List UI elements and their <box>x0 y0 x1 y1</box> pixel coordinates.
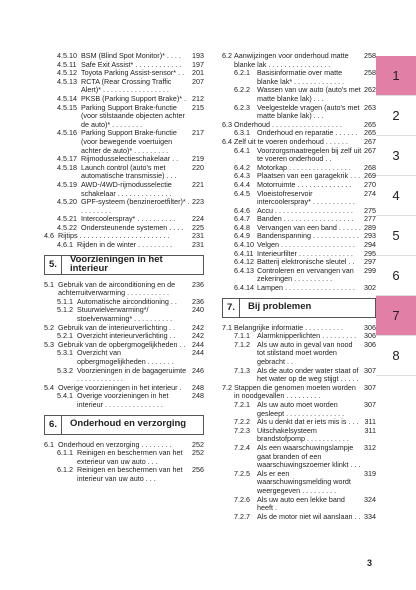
toc-entry-page: 265 <box>364 119 376 129</box>
toc-entry-page: 265 <box>364 128 376 138</box>
toc-entry-title: Overige voorzieningen in het interieur . <box>58 382 182 392</box>
toc-entry-title: Onderhoud en verzorging . . . . . . . . <box>58 439 172 449</box>
toc-entry-title: Als uw auto een lekke band heeft . <box>257 494 345 513</box>
toc-entry-title: Veelgestelde vragen (auto's met matte blanke lak) . . . <box>257 102 360 121</box>
toc-entry-number: 4.5.15 <box>57 102 77 112</box>
toc-entry-page: 217 <box>192 128 204 138</box>
toc-entry-page: 299 <box>364 265 376 275</box>
toc-entry-title: Intercoolerspray* . . . . . . . . . . <box>81 214 176 224</box>
toc-entry-number: 4.5.18 <box>57 162 77 172</box>
toc-entry-title: Launch control (auto's met automatische transmissie) . . . <box>81 162 177 181</box>
toc-entry-number: 6.4.13 <box>234 265 254 275</box>
toc-entry-number: 6.4.5 <box>234 188 250 198</box>
toc-entry-number: 7.2.2 <box>234 417 250 427</box>
chapter-heading <box>44 255 204 275</box>
toc-entry-title: Overzicht van opbergmogelijkheden . . . . . . . <box>77 348 174 366</box>
toc-entry-number: 7.2.1 <box>234 399 250 409</box>
chapter-title: Bij problemen <box>248 301 312 313</box>
chapter-heading <box>222 298 376 318</box>
toc-entry-title: Zelf uit te voeren onderhoud . . . . . . <box>234 136 348 146</box>
toc-entry-page: 223 <box>192 197 204 207</box>
toc-entry-page: 306 <box>364 339 376 349</box>
toc-entry-page: 324 <box>364 494 376 504</box>
toc-entry-page: 220 <box>192 162 204 172</box>
toc-entry-title: Interieurfilter . . . . . . . . . . . . . . <box>257 248 353 258</box>
toc-entry-page: 215 <box>192 102 204 112</box>
toc-entry-number: 6.1 <box>44 439 54 449</box>
toc-entry[interactable] <box>222 384 376 401</box>
toc-entry[interactable] <box>44 129 204 155</box>
toc-entry-title: Safe Exit Assist* . . . . . . . . . . . . <box>81 59 182 69</box>
toc-entry-title: Toyota Parking Assist-sensor* . . <box>81 68 185 78</box>
toc-entry-page: 248 <box>192 391 204 401</box>
toc-entry-title: RCTA (Rear Crossing Traffic Alert)* . . . . . . . . . . . . . . . . . <box>81 76 172 95</box>
toc-entry-page: 231 <box>192 240 204 250</box>
toc-entry-number: 5.4.1 <box>57 391 73 401</box>
toc-entry-number: 4.5.20 <box>57 197 77 207</box>
toc-entry-page: 225 <box>192 222 204 232</box>
toc-entry-page: 252 <box>192 448 204 458</box>
toc-entry-page: 312 <box>364 442 376 452</box>
toc-entry-page: 307 <box>364 365 376 375</box>
toc-entry-title: Stuurwielverwarming*/ stoelverwarming* . . . . . . . . . . <box>77 305 173 324</box>
toc-entry-title: Aanwijzingen voor onderhoud matte blanke lak . . . . . . . . . . . . . . . . <box>234 51 349 69</box>
toc-entry-title: Voorzorgsmaatregelen bij zelf uit te voeren onderhoud . . <box>257 145 362 164</box>
chapter-tab-4[interactable]: 4 <box>376 176 416 216</box>
toc-entry-number: 4.6.1 <box>57 240 73 250</box>
toc-entry[interactable] <box>44 164 204 181</box>
toc-entry-page: 297 <box>364 257 376 267</box>
toc-entry-title: PKSB (Parking Support Brake)* . <box>81 93 187 103</box>
toc-entry-number: 5.1.2 <box>57 305 73 315</box>
toc-entry-number: 4.5.13 <box>57 76 77 86</box>
chapter-heading <box>44 415 204 435</box>
chapter-tab-8[interactable]: 8 <box>376 336 416 376</box>
toc-entry-title: Gebruik van de airconditioning en de achterruitverwarming . . . . . . . . . . . <box>58 279 176 298</box>
toc-entry-number: 5.1 <box>44 279 54 289</box>
toc-entry-number: 7.2.3 <box>234 425 250 435</box>
chapter-title: Onderhoud en verzorging <box>70 418 187 430</box>
toc-entry-title: Uitschakelsysteem brandstofpomp . . . . . . . . . . . <box>257 425 349 444</box>
toc-entry-page: 201 <box>192 68 204 78</box>
toc-right-column <box>222 52 376 521</box>
chapter-number: 7. <box>223 299 240 317</box>
toc-entry-page: 289 <box>364 222 376 232</box>
toc-entry-page: 224 <box>192 214 204 224</box>
toc-entry-number: 6.4.8 <box>234 222 250 232</box>
toc-entry-number: 7.2.4 <box>234 442 250 452</box>
toc-entry[interactable] <box>44 349 204 366</box>
toc-entry-number: 6.4 <box>222 136 232 146</box>
toc-entry-title: Overzicht interieurverlichting . . <box>77 331 176 341</box>
toc-entry-number: 6.4.9 <box>234 231 250 241</box>
toc-entry-title: Batterij elektronische sleutel . . <box>257 257 355 267</box>
toc-entry-number: 4.5.19 <box>57 179 77 189</box>
toc-entry-page: 311 <box>364 425 376 435</box>
toc-entry-page: 242 <box>192 322 204 332</box>
toc-entry-number: 5.3 <box>44 339 54 349</box>
toc-entry[interactable] <box>44 367 204 384</box>
toc-entry-title: Parking Support Brake-functie (voor stilstaande objecten achter de auto)* . . . . . . . . <box>81 102 185 129</box>
toc-entry[interactable] <box>44 449 204 466</box>
toc-entry-page: 252 <box>192 439 204 449</box>
chapter-title: Voorzieningen in het interieur <box>69 254 163 274</box>
toc-entry-title: BSM (Blind Spot Monitor)* . . . . <box>81 51 181 60</box>
toc-entry-page: 295 <box>364 248 376 258</box>
toc-entry-page: 236 <box>192 296 204 306</box>
toc-entry[interactable] <box>222 190 376 207</box>
toc-entry[interactable] <box>222 267 376 284</box>
chapter-tab-3[interactable]: 3 <box>376 136 416 176</box>
toc-entry-title: Als er een waarschuwingsmelding wordt weergegeven . . . . . . . . . <box>257 468 351 495</box>
toc-entry-title: Lampen . . . . . . . . . . . . . . . . . . <box>257 283 355 293</box>
toc-entry-page: 311 <box>364 417 376 427</box>
toc-entry-title: Gebruik van de interieurverlichting . . <box>58 322 176 332</box>
chapter-number: 6. <box>45 416 62 434</box>
toc-entry-number: 6.4.14 <box>234 283 254 293</box>
toc-entry[interactable] <box>222 69 376 86</box>
toc-entry-number: 7.2.7 <box>234 511 250 521</box>
toc-entry[interactable] <box>44 241 204 250</box>
toc-entry-number: 7.2 <box>222 382 232 392</box>
toc-entry-page: 244 <box>192 339 204 349</box>
chapter-tab-5[interactable]: 5 <box>376 216 416 256</box>
toc-entry-title: Plaatsen van een garagekrik . . . <box>257 171 361 181</box>
toc-entry-number: 6.4.11 <box>234 248 254 258</box>
toc-entry-number: 7.2.6 <box>234 494 250 504</box>
toc-entry[interactable] <box>44 198 204 215</box>
toc-entry[interactable] <box>222 496 376 513</box>
toc-entry-title: Gebruik van de opbergmogelijkheden . . <box>58 339 186 349</box>
toc-entry-page: 242 <box>192 331 204 341</box>
toc-entry-page: 219 <box>192 154 204 164</box>
toc-entry-page: 246 <box>192 365 204 375</box>
toc-entry-page: 231 <box>192 231 204 241</box>
toc-entry-page: 268 <box>364 162 376 172</box>
toc-entry-number: 5.3.1 <box>57 348 73 358</box>
chapter-tab-1[interactable]: 1 <box>376 56 416 96</box>
toc-entry-page: 307 <box>364 382 376 392</box>
toc-entry-title: Als een waarschuwingslampje gaat branden of een waarschuwingszoemer klinkt . . . <box>257 442 361 470</box>
toc-entry-page: 262 <box>364 85 376 95</box>
toc-entry-page: 248 <box>192 382 204 392</box>
toc-entry[interactable] <box>44 466 204 483</box>
toc-entry-page: 306 <box>364 322 376 332</box>
toc-entry[interactable] <box>44 392 204 409</box>
toc-entry-number: 6.4.12 <box>234 257 254 267</box>
toc-entry[interactable] <box>222 341 376 367</box>
toc-entry-page: 293 <box>364 231 376 241</box>
toc-entry-title: Rijtips . . . . . . . . . . . . . . . . . . . . . . . <box>58 231 170 241</box>
toc-entry-title: Belangrijke informatie . . . . . . . . . . <box>234 322 344 332</box>
toc-entry-page: 193 <box>192 51 204 60</box>
toc-entry-title: Basisinformatie over matte blanke lak* . . . . . . . . . . . . . <box>257 68 345 86</box>
toc-entry-number: 6.4.4 <box>234 179 250 189</box>
chapter-number: 5. <box>45 256 62 274</box>
toc-entry-title: Automatische airconditioning . . <box>77 296 177 306</box>
toc-entry-number: 4.5.21 <box>57 214 77 224</box>
toc-entry[interactable] <box>222 470 376 496</box>
toc-entry-page: 240 <box>192 305 204 315</box>
toc-entry-title: Rijmodusselectieschakelaar . . <box>81 154 179 164</box>
toc-entry-number: 6.2.1 <box>234 68 250 78</box>
toc-entry-title: Controleren en vervangen van zekeringen . . . . . . . . . . <box>257 265 354 284</box>
toc-entry-number: 4.5.16 <box>57 128 77 138</box>
toc-entry[interactable] <box>44 181 204 198</box>
toc-entry-number: 6.2 <box>222 51 232 60</box>
toc-entry-number: 4.5.14 <box>57 93 77 103</box>
chapter-tab-2[interactable]: 2 <box>376 96 416 136</box>
toc-entry-number: 7.1.2 <box>234 339 250 349</box>
toc-entry-page: 267 <box>364 145 376 155</box>
toc-entry-number: 6.1.2 <box>57 465 73 475</box>
toc-entry-title: Bandenspanning . . . . . . . . . . . . <box>257 231 359 241</box>
toc-entry-page: 307 <box>364 399 376 409</box>
toc-entry-title: Accu . . . . . . . . . . . . . . . . . . . . <box>257 205 353 215</box>
toc-entry-page: 256 <box>192 465 204 475</box>
toc-entry-page: 267 <box>364 136 376 146</box>
toc-entry-number: 4.6 <box>44 231 54 241</box>
toc-entry-number: 5.2.1 <box>57 331 73 341</box>
toc-entry-page: 269 <box>364 171 376 181</box>
toc-entry-title: Wassen van uw auto (auto's met matte blanke lak) . . . <box>257 85 361 103</box>
toc-entry-number: 5.3.2 <box>57 365 73 375</box>
toc-entry-page: 207 <box>192 76 204 86</box>
toc-entry-page: 258 <box>364 51 376 60</box>
toc-entry-page: 258 <box>364 68 376 78</box>
toc-entry-title: Vervangen van een band . . . . . . <box>257 222 361 232</box>
toc-entry-title: Overige voorzieningen in het interieur . . . . . . . . . . . . . . . <box>77 391 169 409</box>
toc-entry-number: 6.4.7 <box>234 214 250 224</box>
toc-entry-number: 6.4.6 <box>234 205 250 215</box>
toc-entry[interactable] <box>222 444 376 470</box>
toc-entry-number: 6.2.3 <box>234 102 250 112</box>
toc-entry-title: Reinigen en beschermen van het interieur van uw auto . . . <box>77 465 183 483</box>
toc-entry[interactable] <box>44 104 204 130</box>
toc-entry-number: 6.4.1 <box>234 145 250 155</box>
toc-entry-title: Voorzieningen in de bagageruimte . . . . . . . . . . . . <box>77 365 187 384</box>
toc-entry-page: 306 <box>364 331 376 341</box>
toc-entry-title: Onderhoud en reparatie . . . . . . <box>257 128 358 138</box>
toc-entry[interactable] <box>44 306 204 323</box>
toc-entry-page: 263 <box>364 102 376 112</box>
toc-entry-number: 5.2 <box>44 322 54 332</box>
toc-entry-number: 6.2.2 <box>234 85 250 95</box>
toc-entry-title: Rijden in de winter . . . . . . . . . <box>77 240 173 250</box>
toc-entry-number: 4.5.22 <box>57 222 77 232</box>
toc-entry-number: 4.5.17 <box>57 154 77 164</box>
toc-entry-title: Alarmknipperlichten . . . . . . . . . <box>257 331 357 341</box>
toc-entry-page: 197 <box>192 59 204 69</box>
toc-entry-number: 6.1.1 <box>57 448 73 458</box>
toc-entry-number: 4.5.11 <box>57 59 77 69</box>
toc-entry[interactable] <box>44 78 204 95</box>
chapter-tab-7[interactable]: 7 <box>376 296 416 336</box>
toc-entry-number: 7.1.1 <box>234 331 250 341</box>
toc-entry-title: Onderhoud . . . . . . . . . . . . . . . . . . <box>234 119 342 129</box>
toc-entry-number: 5.1.1 <box>57 296 73 306</box>
toc-entry-page: 302 <box>364 283 376 293</box>
toc-entry-title: Banden . . . . . . . . . . . . . . . . . . <box>257 214 354 224</box>
toc-entry-number: 4.5.12 <box>57 68 77 78</box>
toc-entry-page: 212 <box>192 93 204 103</box>
toc-entry-page: 277 <box>364 214 376 224</box>
toc-entry-page: 244 <box>192 348 204 358</box>
toc-entry-title: Parking Support Brake-functie (voor bewegende voertuigen achter de auto)* . . . . . . . . . <box>81 128 177 155</box>
toc-entry-title: Als u denkt dat er iets mis is . . . <box>257 417 359 427</box>
toc-entry[interactable] <box>222 401 376 418</box>
toc-entry-page: 270 <box>364 179 376 189</box>
toc-entry-number: 7.1.3 <box>234 365 250 375</box>
toc-entry[interactable] <box>222 86 376 103</box>
toc-entry-number: 5.4 <box>44 382 54 392</box>
toc-entry[interactable] <box>222 367 376 384</box>
toc-entry-title: Vloeistofreservoir intercoolerspray* . . . . . . . . . . . <box>257 188 355 207</box>
toc-entry-title: GPF-systeem (benzineroetfilter)* . . . . . . . . . <box>81 197 190 215</box>
toc-entry-page: 236 <box>192 279 204 289</box>
toc-entry-title: Velgen . . . . . . . . . . . . . . . . . . . <box>257 240 355 250</box>
toc-entry[interactable] <box>222 284 376 293</box>
toc-entry-number: 6.3.1 <box>234 128 250 138</box>
chapter-tabs <box>376 56 416 376</box>
toc-entry[interactable] <box>222 427 376 444</box>
toc-entry-title: Als uw auto moet worden gesleept . . . . . . . . . . . . . . . <box>257 399 345 418</box>
toc-entry-page: 221 <box>192 179 204 189</box>
toc-entry-number: 7.1 <box>222 322 232 332</box>
toc-entry-title: Reinigen en beschermen van het exterieur van uw auto . . . <box>77 448 183 466</box>
toc-entry-page: 294 <box>364 240 376 250</box>
toc-entry-number: 7.2.5 <box>234 468 250 478</box>
toc-entry-page: 334 <box>364 511 376 521</box>
page-number: 3 <box>366 558 372 568</box>
toc-entry-title: Als uw auto in geval van nood tot stilstand moet worden gebracht . . <box>257 339 353 366</box>
toc-entry-number: 6.4.2 <box>234 162 250 172</box>
toc-entry-title: Stappen die genomen moeten worden in noodgevallen . . . . . . . . . <box>234 382 356 401</box>
toc-entry[interactable] <box>222 513 376 522</box>
toc-entry-title: AWD-/4WD-rijmodusselectie schakelaar . . . . . . . . . . . . . . <box>81 179 172 198</box>
toc-entry-number: 6.4.10 <box>234 240 254 250</box>
toc-entry-page: 275 <box>364 205 376 215</box>
chapter-tab-6[interactable]: 6 <box>376 256 416 296</box>
toc-entry-title: Als de auto onder water staat of het water op de weg stijgt . . . . . <box>257 365 359 384</box>
toc-entry-number: 4.5.10 <box>57 51 77 60</box>
toc-left-column <box>44 52 204 484</box>
toc-entry-title: Ondersteunende systemen . . . . <box>81 222 184 232</box>
toc-entry-page: 274 <box>364 188 376 198</box>
toc-entry-title: Motorkap . . . . . . . . . . . . . . . . <box>257 162 351 172</box>
toc-entry[interactable] <box>222 52 376 69</box>
toc-entry-number: 6.3 <box>222 119 232 129</box>
toc-entry[interactable] <box>222 104 376 121</box>
toc-entry-number: 6.4.3 <box>234 171 250 181</box>
toc-entry-title: Motorruimte . . . . . . . . . . . . . . <box>257 179 352 189</box>
toc-entry[interactable] <box>222 147 376 164</box>
toc-entry[interactable] <box>44 281 204 298</box>
toc-entry-page: 319 <box>364 468 376 478</box>
toc-entry-title: Als de motor niet wil aanslaan . . <box>257 511 361 521</box>
